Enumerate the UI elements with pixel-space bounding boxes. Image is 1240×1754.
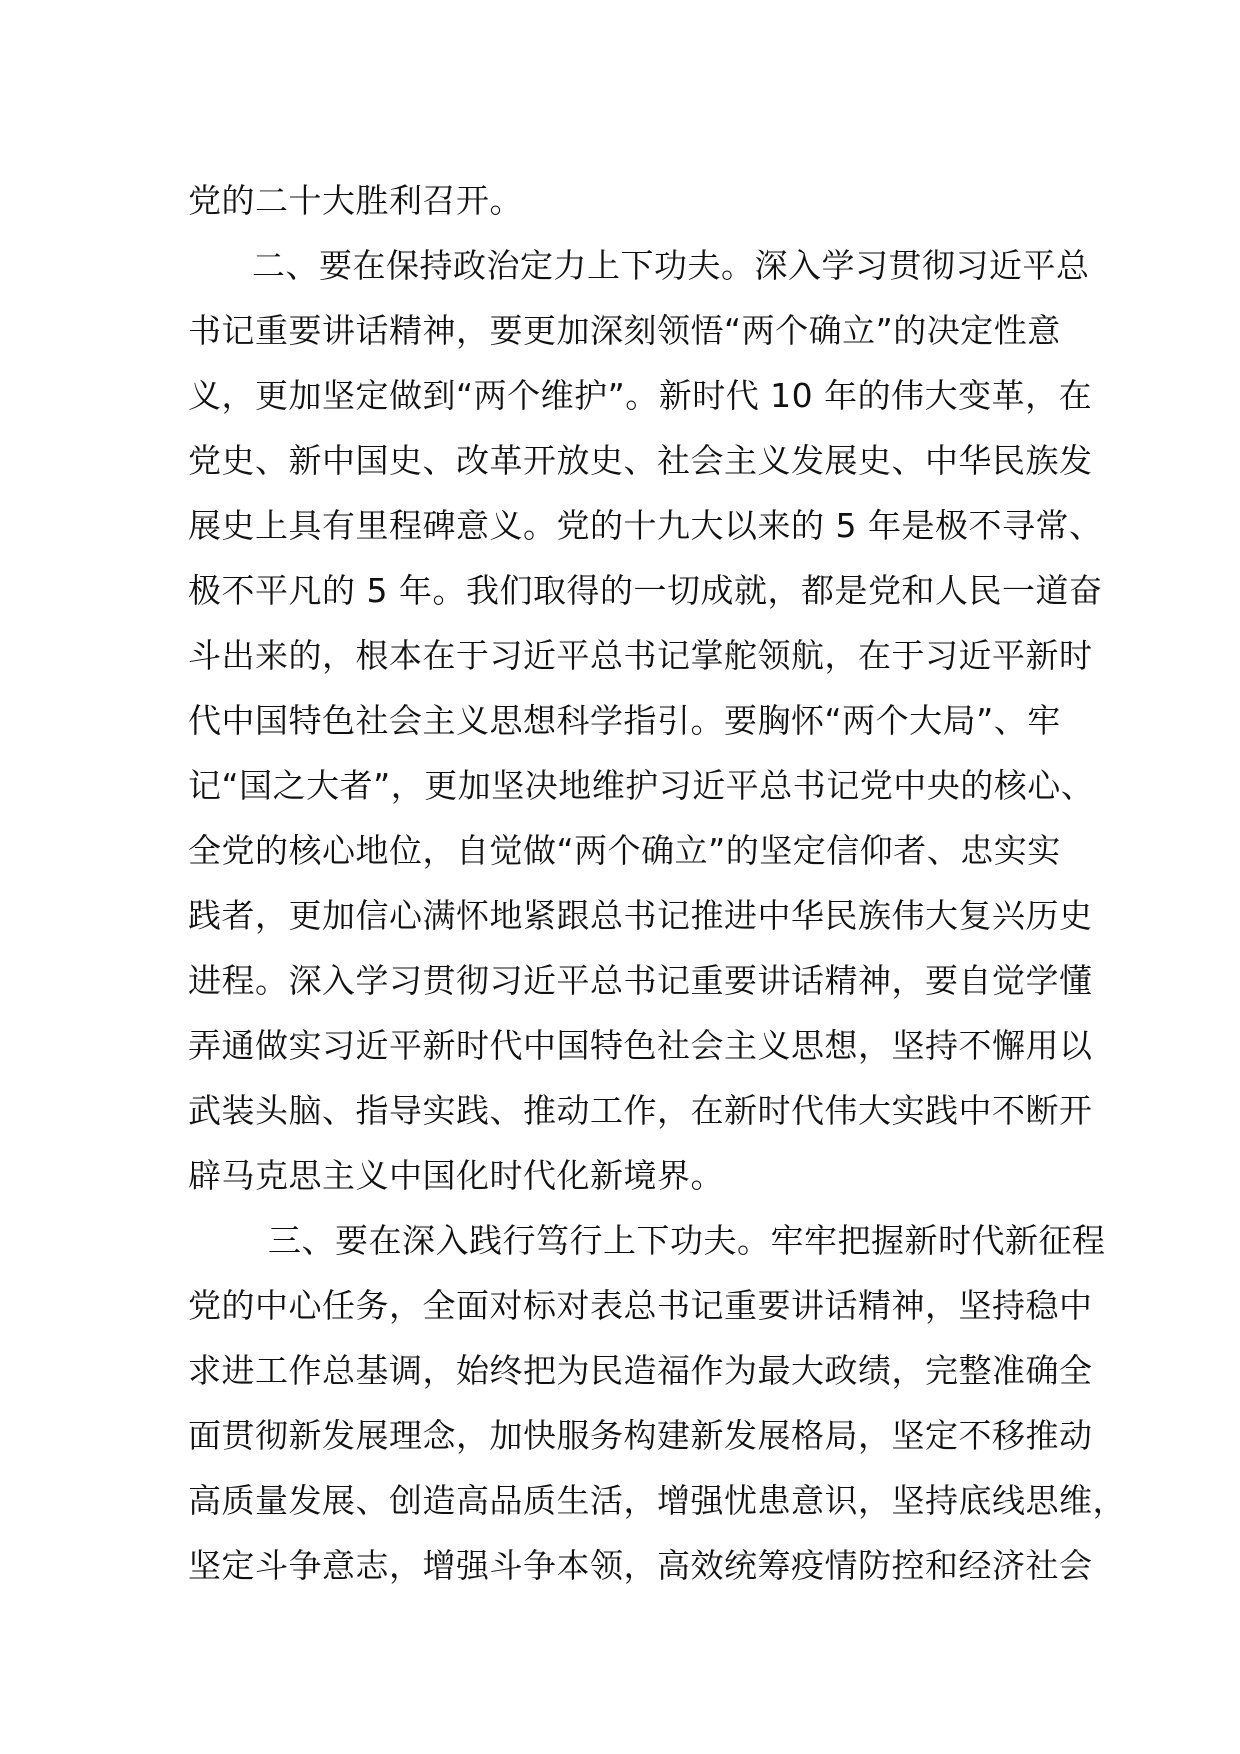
text-line: 二、要在保持政治定力上下功夫。深入学习贯彻习近平总: [252, 246, 1090, 285]
text-line: 党的二十大胜利召开。: [188, 181, 523, 220]
text-line: 记“国之大者”，更加坚决地维护习近平总书记党中央的核心、: [188, 766, 1095, 805]
text-line: 进程。深入学习贯彻习近平总书记重要讲话精神，要自觉学懂: [188, 961, 1093, 1000]
text-line: 极不平凡的 5 年。我们取得的一切成就，都是党和人民一道奋: [188, 571, 1103, 610]
text-line: 高质量发展、创造高品质生活，增强忧患意识，坚持底线思维，: [188, 1481, 1126, 1520]
text-line: 党史、新中国史、改革开放史、社会主义发展史、中华民族发: [188, 441, 1093, 480]
text-line: 三、要在深入践行笃行上下功夫。牢牢把握新时代新征程: [268, 1221, 1106, 1260]
text-line: 义，更加坚定做到“两个维护”。新时代 10 年的伟大变革，在: [188, 376, 1093, 415]
text-line: 面贯彻新发展理念，加快服务构建新发展格局，坚定不移推动: [188, 1416, 1093, 1455]
document-body: [188, 168, 1126, 1598]
text-line: 书记重要讲话精神，要更加深刻领悟“两个确立”的决定性意: [188, 311, 1061, 350]
text-line: 斗出来的，根本在于习近平总书记掌舵领航，在于习近平新时: [188, 636, 1093, 675]
text-line: 求进工作总基调，始终把为民造福作为最大政绩，完整准确全: [188, 1351, 1093, 1390]
text-line: 践者，更加信心满怀地紧跟总书记推进中华民族伟大复兴历史: [188, 896, 1093, 935]
text-line: 辟马克思主义中国化时代化新境界。: [188, 1156, 724, 1195]
text-line: 展史上具有里程碑意义。党的十九大以来的 5 年是极不寻常、: [188, 506, 1103, 545]
text-line: 党的中心任务，全面对标对表总书记重要讲话精神，坚持稳中: [188, 1286, 1093, 1325]
text-line: 弄通做实习近平新时代中国特色社会主义思想，坚持不懈用以: [188, 1026, 1093, 1065]
text-line: 坚定斗争意志，增强斗争本领，高效统筹疫情防控和经济社会: [188, 1546, 1093, 1585]
text-line: 代中国特色社会主义思想科学指引。要胸怀“两个大局”、牢: [188, 701, 1061, 740]
text-line: 全党的核心地位，自觉做“两个确立”的坚定信仰者、忠实实: [188, 831, 1061, 870]
text-line: 武装头脑、指导实践、推动工作，在新时代伟大实践中不断开: [188, 1091, 1093, 1130]
